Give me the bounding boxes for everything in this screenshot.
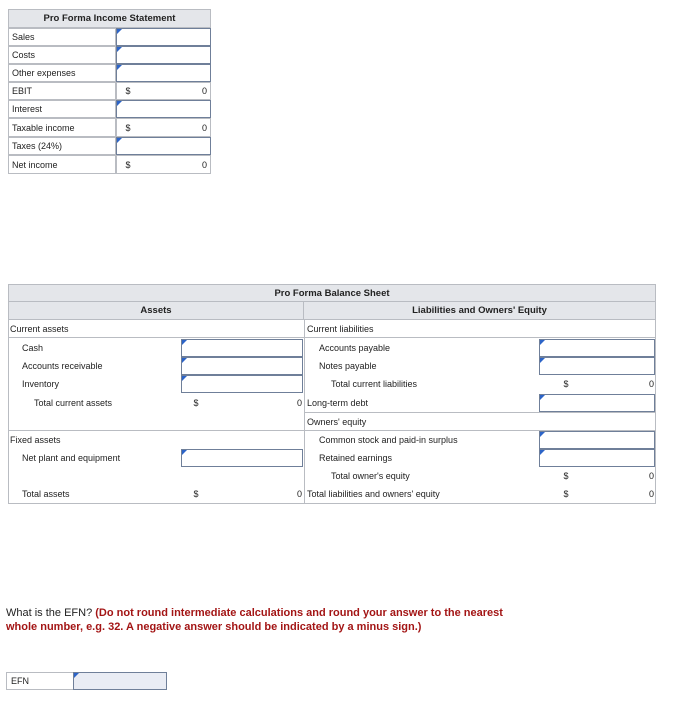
accounts-payable-label: Accounts payable xyxy=(319,343,391,353)
ebit-value-cell xyxy=(116,82,211,100)
fixed-assets-label: Fixed assets xyxy=(10,435,61,445)
income-row-label: Taxable income xyxy=(8,118,116,137)
taxable-income-value: 0 xyxy=(201,122,207,133)
currency-symbol: $ xyxy=(125,122,131,133)
total-current-assets-label: Total current assets xyxy=(34,398,113,408)
question-instruction: (Do not round intermediate calculations and round your answer to the nearest whole number, e.g. 32. A negative answer should be indicated by a minus sign.) xyxy=(6,607,503,633)
interest-input[interactable] xyxy=(116,100,211,118)
retained-earnings-label: Retained earnings xyxy=(319,453,393,463)
ebit-value: 0 xyxy=(201,86,207,96)
accounts-payable-input[interactable] xyxy=(539,339,655,357)
income-row-label: Sales xyxy=(8,28,116,46)
total-assets-value: 0 xyxy=(296,489,302,499)
taxes-input[interactable] xyxy=(116,137,211,155)
owners-equity-label: Owners' equity xyxy=(307,416,367,427)
total-liabilities-equity-label: Total liabilities and owners' equity xyxy=(307,489,440,499)
currency-symbol: $ xyxy=(563,489,569,499)
inventory-label: Inventory xyxy=(22,379,60,389)
accounts-receivable-input[interactable] xyxy=(181,357,303,375)
total-liabilities-equity-value: 0 xyxy=(648,489,654,499)
income-statement-title: Pro Forma Income Statement xyxy=(8,9,211,28)
efn-label: EFN xyxy=(6,672,74,690)
currency-symbol: $ xyxy=(563,471,569,481)
net-plant-label: Net plant and equipment xyxy=(22,453,121,463)
assets-left-border xyxy=(8,320,9,504)
cash-input[interactable] xyxy=(181,339,303,357)
total-assets-label: Total assets xyxy=(22,489,70,499)
question-prompt: What is the EFN? xyxy=(6,607,93,619)
sales-input[interactable] xyxy=(116,28,211,46)
bottom-border xyxy=(8,503,656,504)
currency-symbol: $ xyxy=(193,489,199,499)
total-current-liabilities-value: 0 xyxy=(648,379,654,389)
common-stock-label: Common stock and paid-in surplus xyxy=(319,435,458,445)
efn-input[interactable] xyxy=(73,672,167,690)
currency-symbol: $ xyxy=(193,398,199,408)
total-owners-equity-value: 0 xyxy=(648,471,654,481)
accounts-receivable-label: Accounts receivable xyxy=(22,361,103,371)
inventory-input[interactable] xyxy=(181,375,303,393)
income-row-label: Interest xyxy=(8,100,116,118)
currency-symbol: $ xyxy=(125,86,131,96)
notes-payable-input[interactable] xyxy=(539,357,655,375)
income-row-label: Taxes (24%) xyxy=(8,137,116,155)
total-current-assets-value: 0 xyxy=(296,398,302,408)
currency-symbol: $ xyxy=(125,159,131,170)
balance-sheet-title: Pro Forma Balance Sheet xyxy=(8,284,656,302)
liabilities-header: Liabilities and Owners' Equity xyxy=(304,302,656,320)
net-income-value-cell xyxy=(116,155,211,174)
notes-payable-label: Notes payable xyxy=(319,361,377,371)
long-term-debt-input[interactable] xyxy=(539,394,655,412)
income-row-label: Net income xyxy=(8,155,116,174)
taxable-income-value-cell xyxy=(116,118,211,137)
income-row-label: EBIT xyxy=(8,82,116,100)
net-income-value: 0 xyxy=(201,159,207,170)
income-row-label: Other expenses xyxy=(8,64,116,82)
currency-symbol: $ xyxy=(563,379,569,389)
total-owners-equity-label: Total owner's equity xyxy=(331,471,410,481)
costs-input[interactable] xyxy=(116,46,211,64)
common-stock-input[interactable] xyxy=(539,431,655,449)
assets-header: Assets xyxy=(8,302,304,320)
other-expenses-input[interactable] xyxy=(116,64,211,82)
retained-earnings-input[interactable] xyxy=(539,449,655,467)
cash-label: Cash xyxy=(22,343,44,353)
question-text xyxy=(6,607,526,634)
income-row-label: Costs xyxy=(8,46,116,64)
net-plant-input[interactable] xyxy=(181,449,303,467)
current-liabilities-label: Current liabilities xyxy=(307,324,374,334)
current-assets-label: Current assets xyxy=(10,324,69,334)
total-current-liabilities-label: Total current liabilities xyxy=(331,379,418,389)
long-term-debt-label: Long-term debt xyxy=(307,398,369,408)
